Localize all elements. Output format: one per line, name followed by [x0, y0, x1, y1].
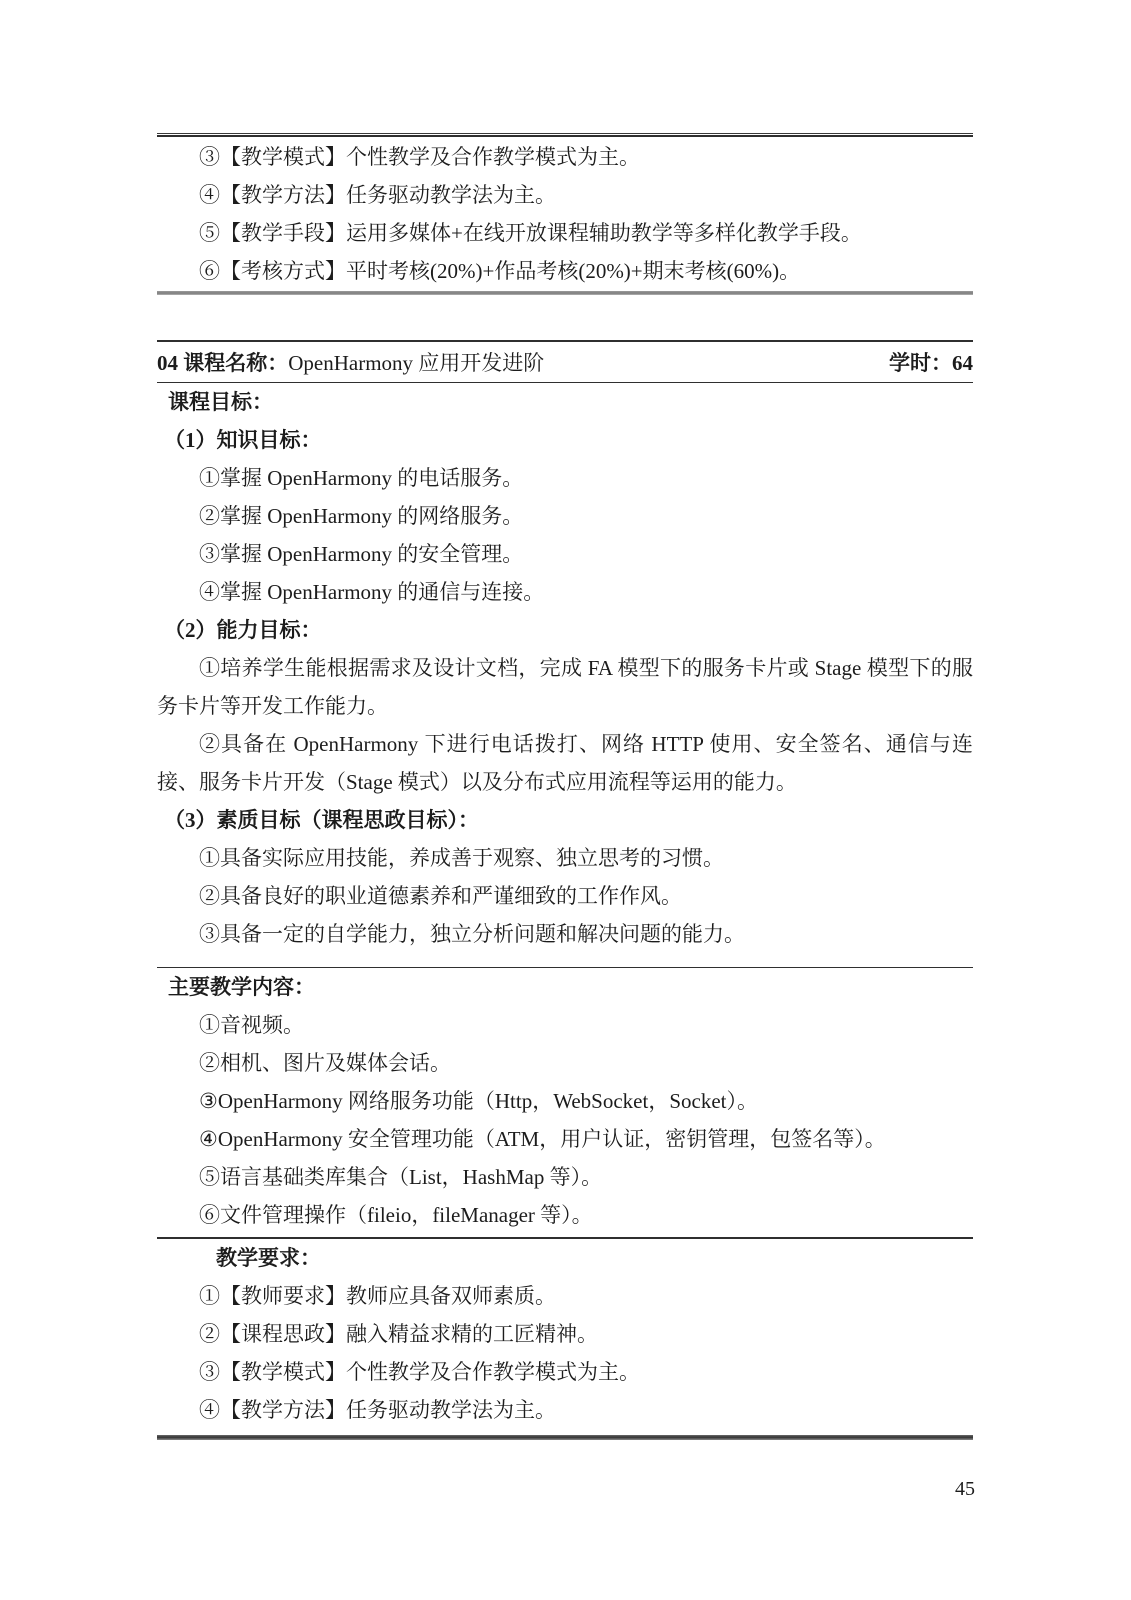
course-04-table: [157, 340, 973, 1440]
knowledge-objective-item: ①掌握 OpenHarmony 的电话服务。: [199, 466, 524, 490]
knowledge-objective-item: ②掌握 OpenHarmony 的网络服务。: [199, 504, 524, 528]
requirement-item: ④【教学方法】任务驱动教学法为主。: [199, 183, 556, 207]
teaching-content-item: ④OpenHarmony 安全管理功能（ATM，用户认证，密钥管理，包签名等）。: [199, 1127, 886, 1151]
teaching-requirement-item: ④【教学方法】任务驱动教学法为主。: [199, 1398, 556, 1422]
page-number: 45: [955, 1478, 975, 1500]
table-bottom-border: [157, 1435, 973, 1440]
objectives-heading: 课程目标：: [168, 390, 273, 414]
teaching-content-item: ①音视频。: [199, 1013, 304, 1037]
section-break-line: [157, 291, 973, 295]
teaching-content-item: ③OpenHarmony 网络服务功能（Http，WebSocket，Socket）。: [199, 1089, 758, 1113]
course-title-value: OpenHarmony 应用开发进阶: [288, 351, 545, 375]
teaching-requirement-item: ③【教学模式】个性教学及合作教学模式为主。: [199, 1360, 640, 1384]
requirement-item: ⑥【考核方式】平时考核(20%)+作品考核(20%)+期末考核(60%)。: [199, 259, 801, 283]
course-hours: 学时：64: [889, 351, 973, 375]
teaching-content-item: ⑥文件管理操作（fileio，fileManager 等）。: [199, 1203, 593, 1227]
course-objectives-section: [157, 383, 973, 953]
teaching-content-item: ⑤语言基础类库集合（List，HashMap 等）。: [199, 1165, 603, 1189]
teaching-requirements-heading: 教学要求：: [216, 1246, 321, 1270]
requirement-item: ③【教学模式】个性教学及合作教学模式为主。: [199, 145, 640, 169]
quality-objectives-heading: （3）素质目标（课程思政目标）：: [164, 808, 479, 832]
ability-objectives-heading: （2）能力目标：: [164, 618, 322, 642]
knowledge-objectives-heading: （1）知识目标：: [164, 428, 322, 452]
quality-objective-item: ①具备实际应用技能，养成善于观察、独立思考的习惯。: [199, 846, 724, 870]
course-header-row: [157, 342, 973, 383]
document-page-content: [157, 133, 973, 1440]
quality-objective-item: ②具备良好的职业道德素养和严谨细致的工作作风。: [199, 884, 682, 908]
teaching-requirement-item: ②【课程思政】融入精益求精的工匠精神。: [199, 1322, 598, 1346]
previous-course-table-continuation: [157, 133, 973, 295]
course-title: [157, 347, 544, 377]
ability-objective-item: ①培养学生能根据需求及设计文档，完成 FA 模型下的服务卡片或 Stage 模型下的服务卡片等开发工作能力。: [157, 656, 973, 718]
ability-objective-item: ②具备在 OpenHarmony 下进行电话拨打、网络 HTTP 使用、安全签名、通信与连接、服务卡片开发（Stage 模式）以及分布式应用流程等运用的能力。: [157, 732, 973, 794]
knowledge-objective-item: ③掌握 OpenHarmony 的安全管理。: [199, 542, 524, 566]
requirement-item: ⑤【教学手段】运用多媒体+在线开放课程辅助教学等多样化教学手段。: [199, 221, 862, 245]
teaching-content-section: [157, 968, 973, 1234]
teaching-content-heading: 主要教学内容：: [168, 975, 315, 999]
course-title-label: 04 课程名称：: [157, 351, 289, 375]
teaching-requirements-section: [157, 1239, 973, 1429]
quality-objective-item: ③具备一定的自学能力，独立分析问题和解决问题的能力。: [199, 922, 745, 946]
teaching-requirement-item: ①【教师要求】教师应具备双师素质。: [199, 1284, 556, 1308]
knowledge-objective-item: ④掌握 OpenHarmony 的通信与连接。: [199, 580, 545, 604]
teaching-content-item: ②相机、图片及媒体会话。: [199, 1051, 451, 1075]
